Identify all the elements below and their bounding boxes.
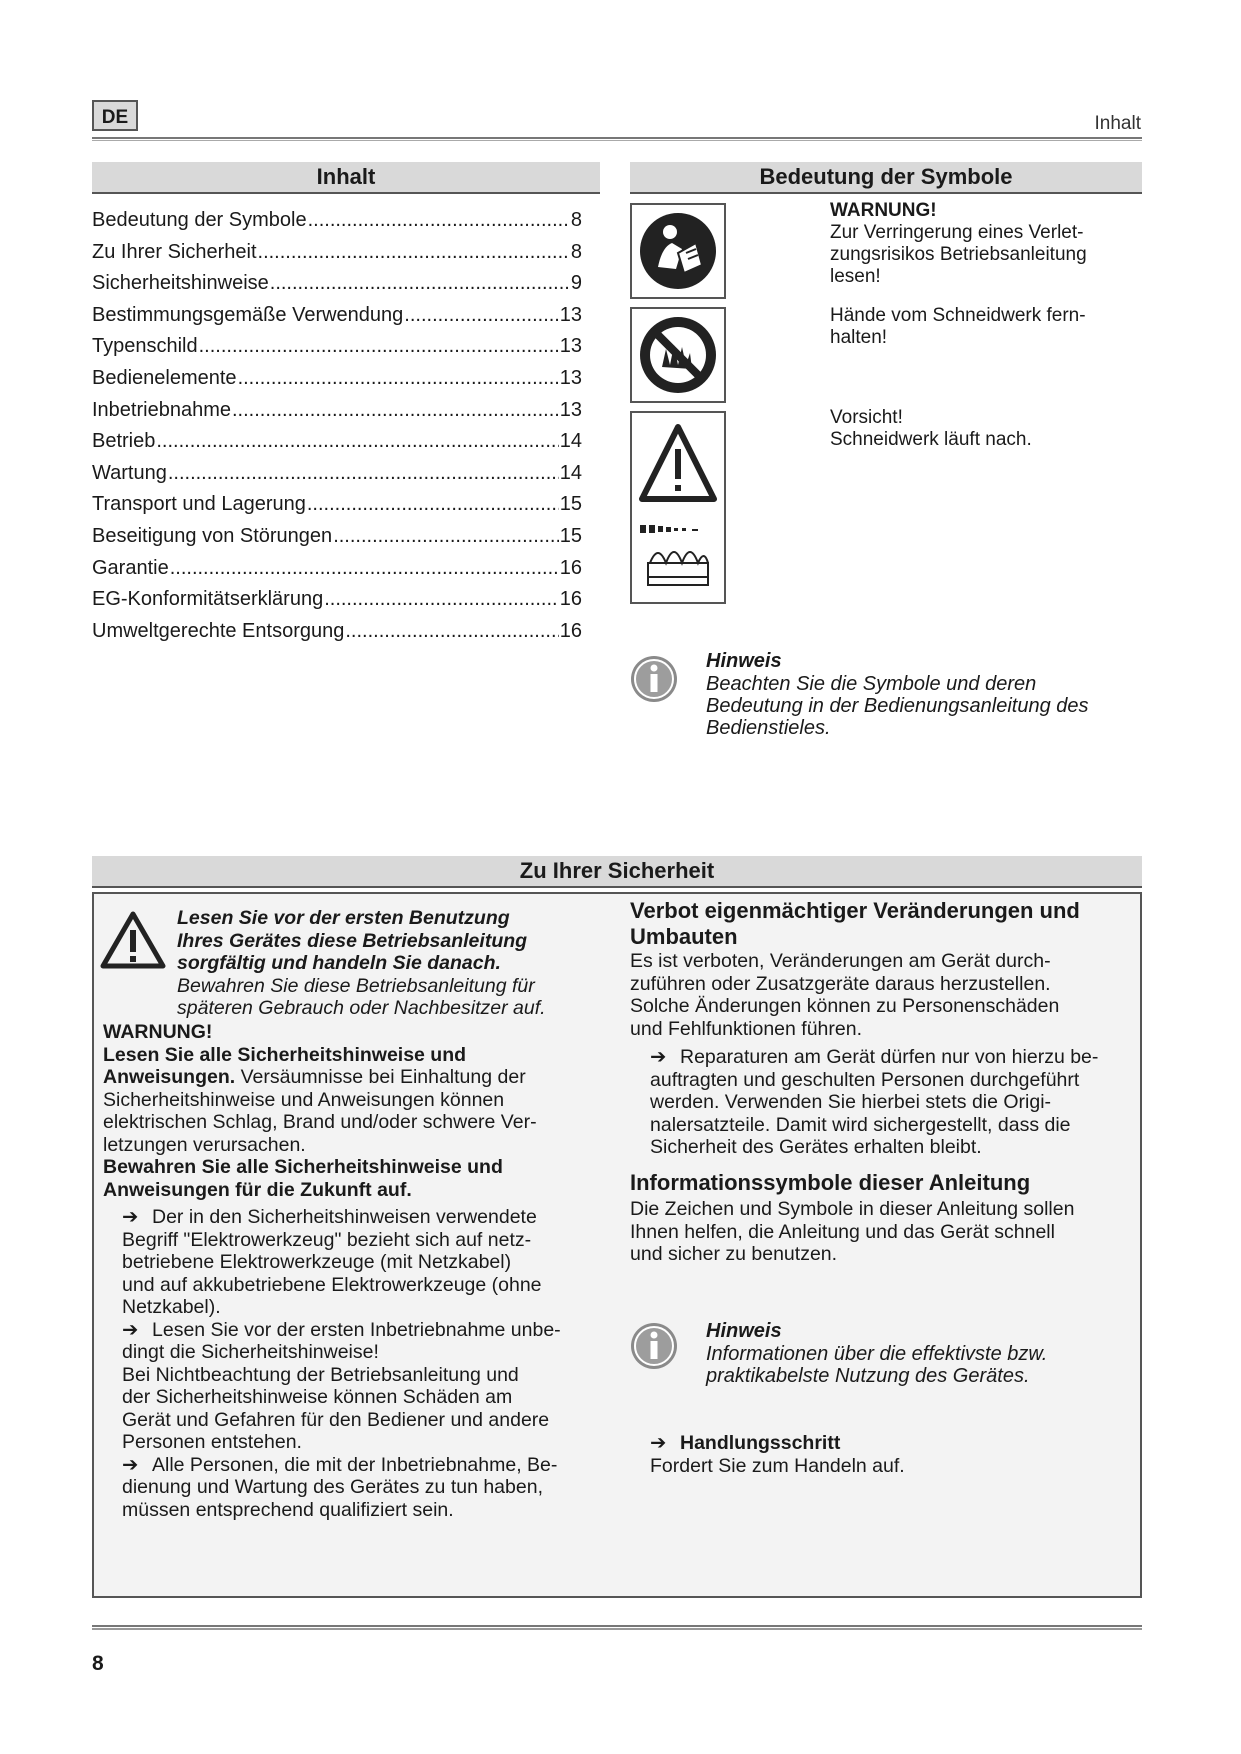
toc-entry[interactable]: Transport und Lagerung ..... 15	[92, 489, 582, 521]
symbol-3-text: Vorsicht! Schneidwerk läuft nach.	[830, 407, 1032, 450]
warning-icon	[100, 910, 166, 970]
action-step: ➔ Handlungsschritt Fordert Sie zum Handeln auf.	[650, 1432, 905, 1477]
toc-entry[interactable]: Beseitigung von Störungen ..... 15	[92, 521, 582, 553]
toc-list	[92, 205, 582, 647]
arrow-icon: ➔	[122, 1318, 139, 1341]
caution-symbol	[630, 411, 726, 604]
toc-entry[interactable]: Bestimmungsgemäße Verwendung ..... 13	[92, 300, 582, 332]
read-manual-symbol	[630, 203, 726, 299]
toc-entry[interactable]: Inbetriebnahme ..... 13	[92, 395, 582, 427]
info-icon	[630, 1322, 678, 1370]
info-symbols-section: Informationssymbole dieser Anleitung Die Zeichen und Symbole in dieser Anleitung sollen Ihnen helfen, die Anleitung und das Gerät schnell und sicher zu benutzen.	[630, 1170, 1075, 1265]
safety-warning: WARNUNG! Lesen Sie alle Sicherheitshinweise und Anweisungen. Versäumnisse bei Einhaltung der Sicherheitshinweise und Anweisungen können elektrischen Schlag, Brand und/oder schwere Ver- letzungen verursachen. Bewahren Sie alle Sicherheitshinweise und Anweisungen für die Zukunft auf.	[103, 1021, 537, 1201]
toc-title: Inhalt	[92, 162, 600, 194]
toc-entry[interactable]: Zu Ihrer Sicherheit ..... 8	[92, 237, 582, 269]
hands-away-symbol	[630, 307, 726, 403]
verbot-section: Verbot eigenmächtiger Veränderungen und Umbauten Es ist verboten, Veränderungen am Gerät durch- zuführen oder Zusatzgeräte daraus herzustellen. Solche Änderungen können zu Personenschäden und Fehlfunktionen führen.	[630, 898, 1080, 1040]
arrow-icon: ➔	[122, 1453, 139, 1476]
read-manual-icon	[632, 205, 724, 297]
language-badge: DE	[92, 100, 138, 131]
info-note: Hinweis Informationen über die effektivste bzw. praktikabelste Nutzung des Gerätes.	[706, 1320, 1048, 1387]
info-icon	[630, 655, 678, 703]
repair-step: ➔ Reparaturen am Gerät dürfen nur von hierzu be- auftragten und geschulten Personen durchgeführt werden. Verwenden Sie hierbei stets die Origi- nalersatzteile. Damit wird sichergestellt, dass die Sicherheit des Gerätes erhalten bleibt.	[650, 1046, 1099, 1158]
toc-entry[interactable]: Betrieb ..... 14	[92, 426, 582, 458]
footer-rule	[92, 1625, 1142, 1630]
running-header: Inhalt	[1094, 113, 1141, 134]
hand-prohibited-icon	[632, 309, 724, 401]
page-number: 8	[92, 1652, 104, 1675]
safety-bullets: ➔ Der in den Sicherheitshinweisen verwendete Begriff "Elektrowerkzeug" bezieht sich auf netz- betriebene Elektrowerkzeuge (mit Netzkabel) und auf akkubetriebene Elektrowerkzeuge (ohne Netzkabel). ➔ Lesen Sie vor der ersten Inbetriebnahme unbe- dingt die Sicherheitshinweise! Bei Nichtbeachtung der Betriebsanleitung und der Sicherheitshinweise können Schäden am Gerät und Gefahren für den Bediener und andere Personen entstehen. ➔ Alle Personen, die mit der Inbetriebnahme, Be- dienung und Wartung des Gerätes zu tun haben, müssen entsprechend qualifiziert sein.	[122, 1206, 561, 1521]
arrow-icon: ➔	[650, 1432, 667, 1454]
toc-entry[interactable]: Typenschild ..... 13	[92, 331, 582, 363]
symbols-note: Hinweis Beachten Sie die Symbole und deren Bedeutung in der Bedienungsanleitung des Bedienstieles.	[706, 650, 1089, 739]
caution-blade-icon	[632, 413, 724, 602]
header-rule	[92, 137, 1142, 141]
arrow-icon: ➔	[650, 1046, 667, 1068]
arrow-icon: ➔	[122, 1206, 139, 1228]
safety-title: Zu Ihrer Sicherheit	[92, 856, 1142, 888]
toc-entry[interactable]: Garantie ..... 16	[92, 553, 582, 585]
toc-entry[interactable]: Umweltgerechte Entsorgung ..... 16	[92, 616, 582, 648]
toc-entry[interactable]: Bedienelemente ..... 13	[92, 363, 582, 395]
toc-entry[interactable]: Sicherheitshinweise ..... 9	[92, 268, 582, 300]
toc-entry[interactable]: EG-Konformitätserklärung ..... 16	[92, 584, 582, 616]
toc-entry[interactable]: Wartung ..... 14	[92, 458, 582, 490]
safety-intro: Lesen Sie vor der ersten Benutzung Ihres Gerätes diese Betriebsanleitung sorgfältig und handeln Sie danach. Bewahren Sie diese Betriebsanleitung für späteren Gebrauch oder Nachbesitzer auf.	[177, 907, 546, 1019]
toc-entry[interactable]: Bedeutung der Symbole ..... 8	[92, 205, 582, 237]
symbol-2-text: Hände vom Schneidwerk fern- halten!	[830, 305, 1086, 348]
symbol-1-text: WARNUNG! Zur Verringerung eines Verlet- zungsrisikos Betriebsanleitung lesen!	[830, 200, 1087, 287]
symbols-title: Bedeutung der Symbole	[630, 162, 1142, 194]
